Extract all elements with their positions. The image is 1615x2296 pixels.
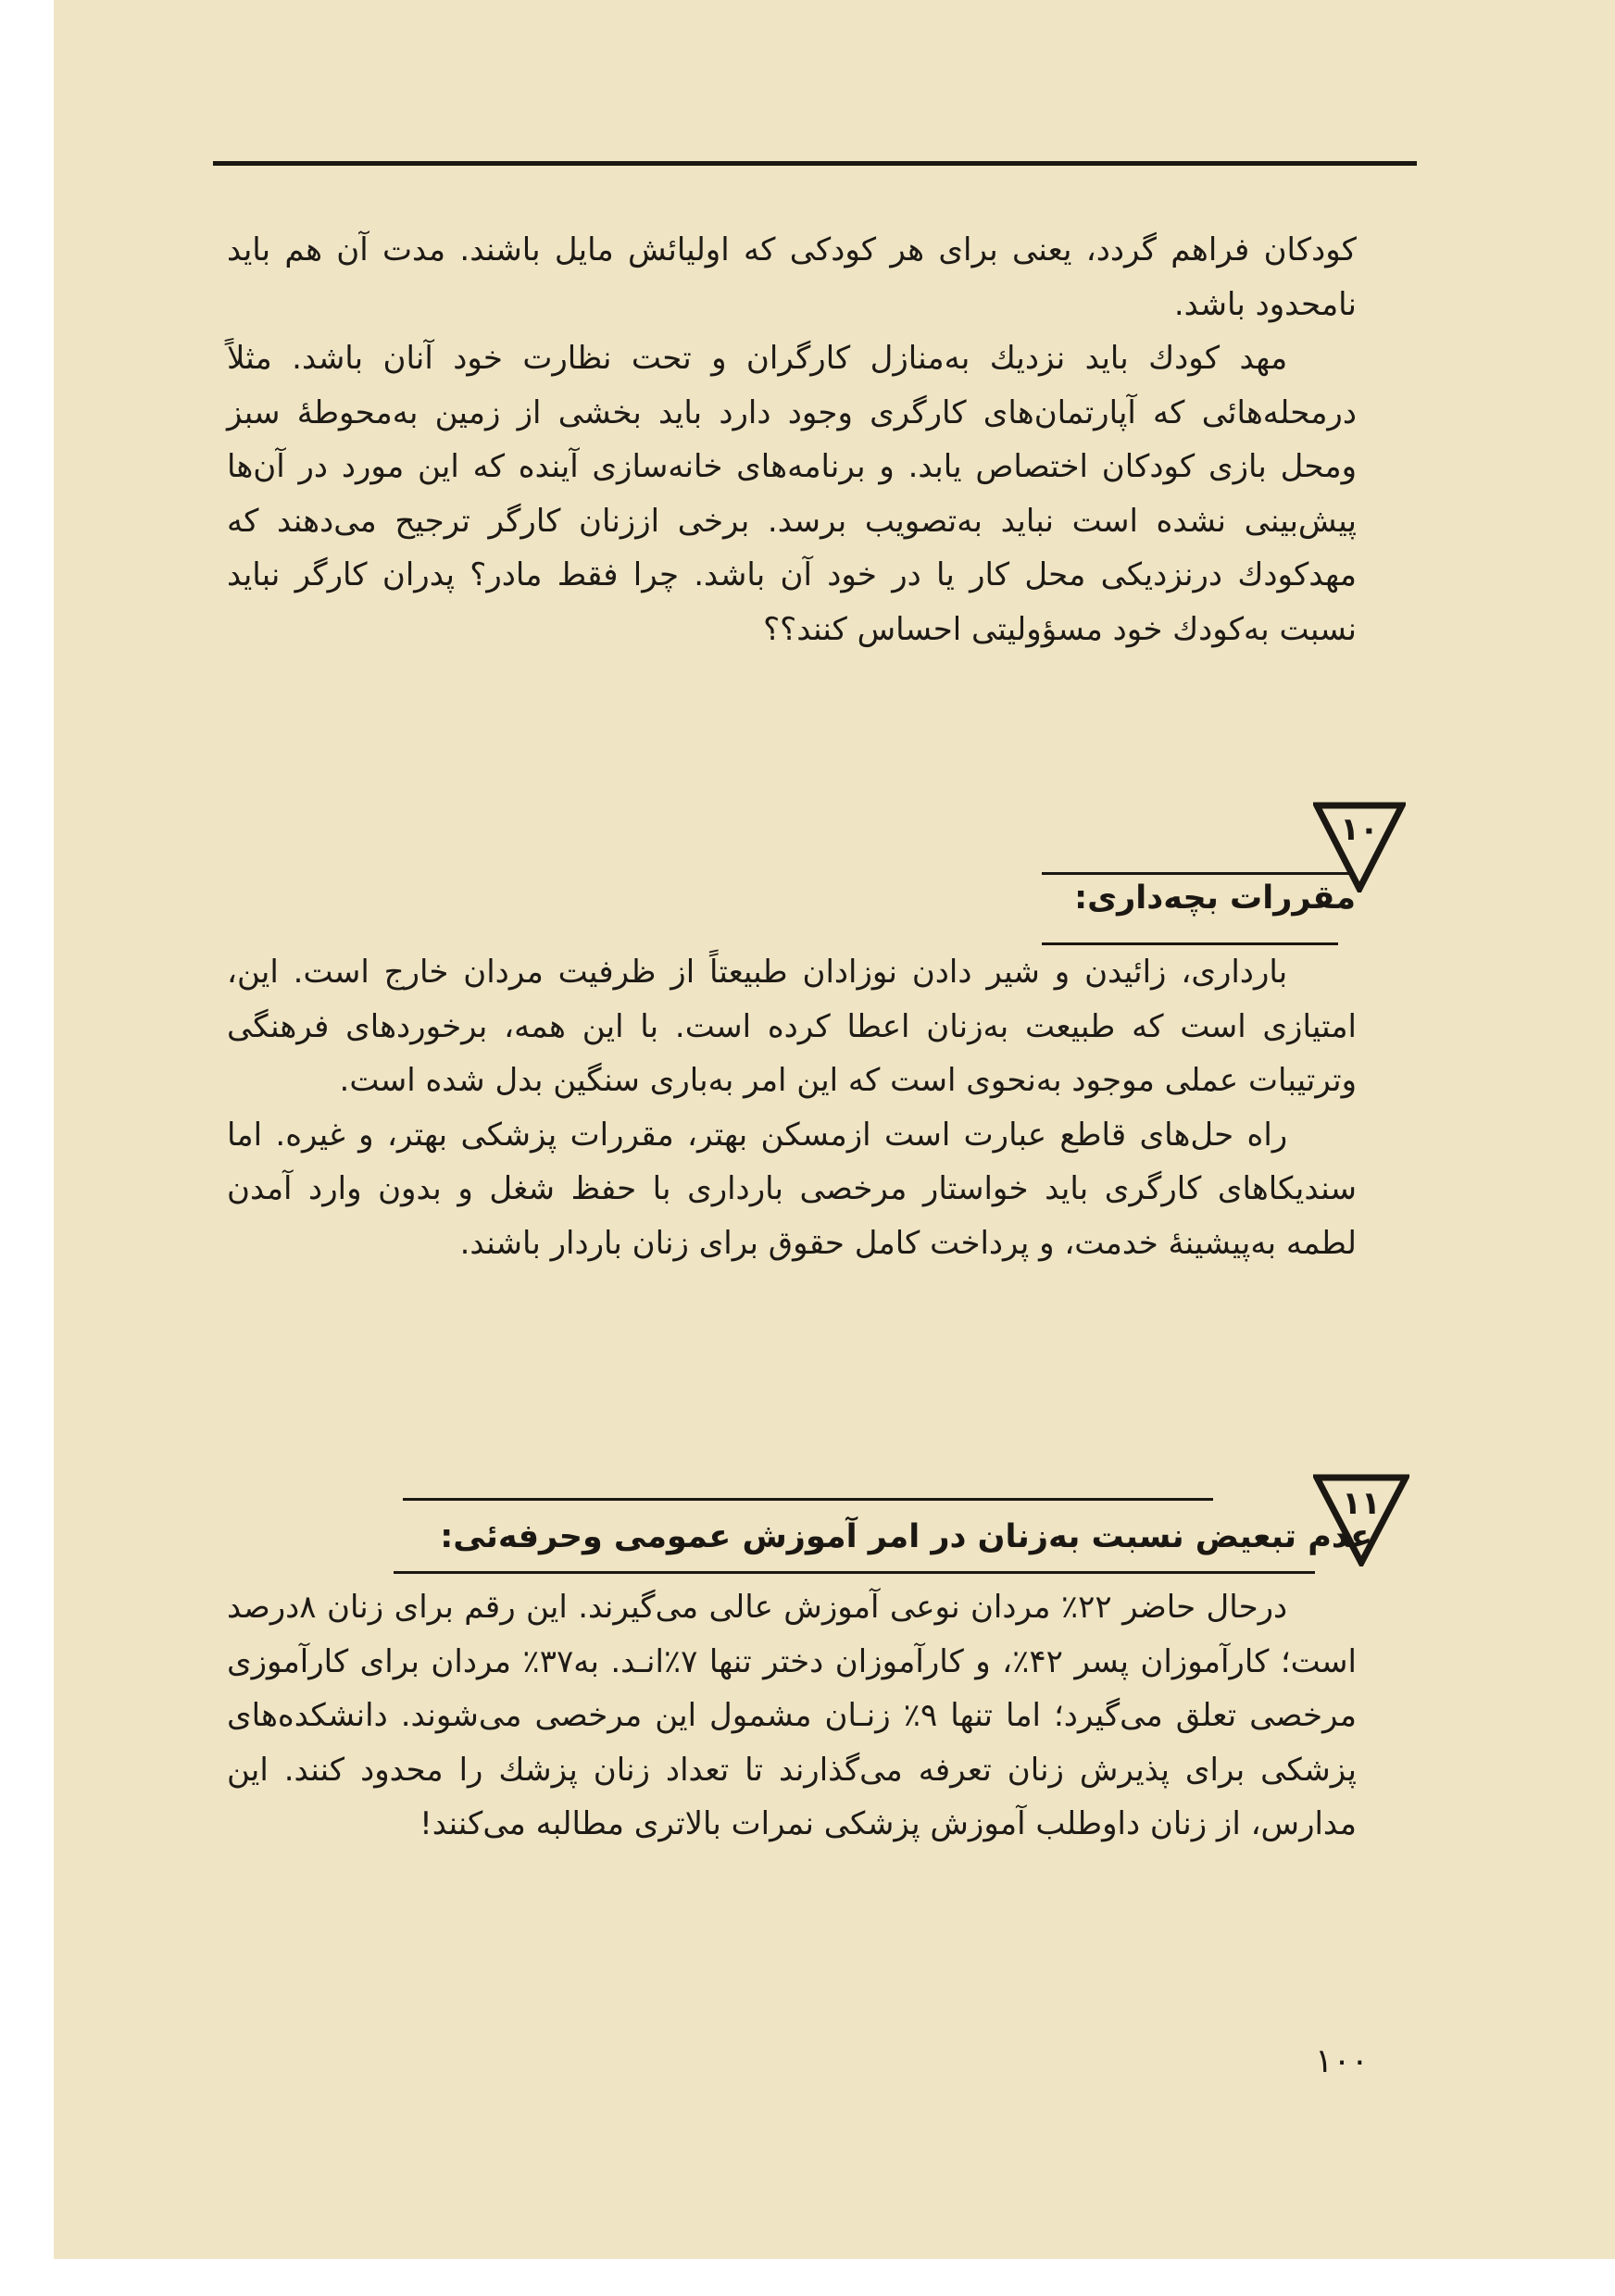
section-11-rule-top: [403, 1498, 1213, 1501]
body-text-section-11: [227, 1580, 1357, 1852]
page-number: ۱۰۰: [1315, 2042, 1370, 2080]
paragraph: بارداری، زائیدن و شیر دادن نوزادان طبیعتاً از ظرفیت مردان خارج است. این، امتیازی است که طبیعت به‌زنان اعطا کرده است. با این همه، برخوردهای فرهنگی وترتیبات عملی موجود به‌نحوی است که این امر به‌باری سنگین بدل شده است.: [227, 954, 1357, 1099]
header-rule: [213, 161, 1417, 166]
paragraph: مهد کودك باید نزدیك به‌منازل کارگران و تحت نظارت خود آنان باشد. مثلاً درمحله‌هائی که آپارتمان‌های کارگری وجود دارد باید بخشی از زمین به‌محوطهٔ سبز ومحل بازی کودکان اختصاص یابد. و برنامه‌های خانه‌سازی آینده که این مورد در آن‌ها پیش‌بینی نشده است نباید به‌تصویب برسد. برخی اززنان کارگر ترجیح می‌دهند که مهدکودك درنزدیکی محل کار یا در خود آن باشد. چرا فقط مادر؟ پدران کارگر نباید نسبت به‌کودك خود مسؤولیتی احساس کنند؟؟: [227, 340, 1357, 648]
paragraph: راه حل‌های قاطع عبارت است ازمسکن بهتر، مقررات پزشکی بهتر، و غیره. اما سندیکاهای کارگری باید خواستار مرخصی بارداری با حفظ شغل و بدون وارد آمدن لطمه به‌پیشینهٔ خدمت، و پرداخت کامل حقوق برای زنان باردار باشند.: [227, 1116, 1357, 1262]
paragraph: درحال حاضر ۲۲٪ مردان نوعی آموزش عالی می‌گیرند. این رقم برای زنان ۸درصد است؛ کارآموزان پسر ۴۲٪، و کارآموزان دختر تنها ۷٪انـد. به‌۳۷٪ مردان برای کارآموزی مرخصی تعلق می‌گیرد؛ اما تنها ۹٪ زنـان مشمول این مرخصی می‌شوند. دانشکده‌های پزشکی برای پذیرش زنان تعرفه می‌گذارند تا تعداد زنان پزشك را محدود کنند. این مدارس، از زنان داوطلب آموزش پزشکی نمرات بالاتری مطالبه می‌کنند!: [227, 1589, 1357, 1842]
body-text-top: [227, 223, 1357, 656]
section-11-number: ۱۱: [1342, 1485, 1381, 1522]
section-10-number: ۱۰: [1340, 811, 1379, 848]
paragraph: کودکان فراهم گردد، یعنی برای هر کودکی که اولیائش مایل باشند. مدت آن هم باید نامحدود باشد.: [227, 231, 1357, 323]
section-11-heading: عدم تبعیض نسبت به‌زنان در امر آموزش عمومی وحرفه‌ئی:: [440, 1518, 1372, 1555]
section-10-heading: مقررات بچه‌داری:: [1074, 880, 1356, 917]
section-10-rule-top: [1042, 872, 1352, 875]
section-11-rule-bottom: [394, 1571, 1315, 1574]
body-text-section-10: [227, 945, 1357, 1270]
